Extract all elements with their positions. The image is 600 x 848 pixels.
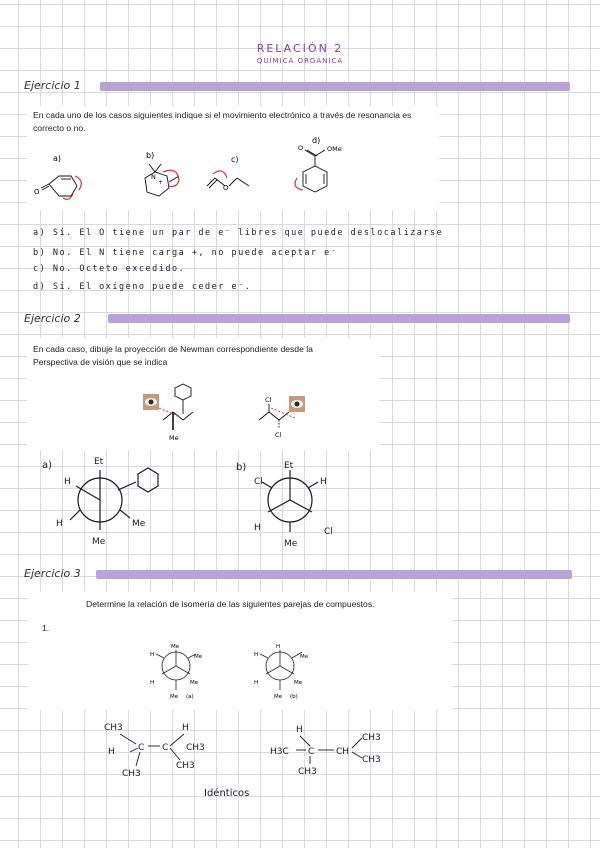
newman-b-front-left: Cl — [254, 477, 263, 487]
eye-icon-right — [289, 396, 305, 412]
structure-a — [41, 176, 81, 199]
exercise-2-prompt-2: Perspectiva de visión que se indica — [33, 357, 168, 367]
exercise-2-card — [27, 338, 379, 450]
newman-a-back-right: Me — [132, 519, 146, 529]
n3a-tag: (a) — [186, 694, 194, 700]
answer-1a: a) Sí. El O tiene un par de e⁻ libres que puede deslocalizarse — [33, 228, 444, 238]
atom-o-a: O — [34, 188, 40, 196]
exercise-2-bar — [108, 314, 570, 323]
newman-b — [262, 470, 318, 532]
ls-ch3-bottom2: CH3 — [122, 769, 141, 779]
exercise-3-answer: Idénticos — [204, 788, 250, 799]
struct-label-c: c) — [231, 155, 239, 164]
newman-a-front-bottom: Me — [92, 537, 106, 547]
exercise-3-bar — [96, 570, 572, 579]
ls-ch3-right: CH3 — [186, 743, 205, 753]
page-title: RELACIÓN 2 — [256, 42, 344, 55]
n3b-ur: Me — [300, 654, 309, 660]
newman-a-back-left: H — [56, 519, 63, 529]
n3a-ur: Me — [194, 654, 203, 660]
structure-2a — [159, 384, 193, 430]
ls-h-top: H — [182, 723, 189, 733]
n3a-top: Me — [171, 644, 180, 650]
structure-d — [295, 150, 327, 192]
newman-a-label: a) — [42, 460, 53, 471]
label-me: Me — [169, 434, 179, 442]
exercise-3-number: 1. — [42, 623, 50, 633]
exercise-3-label: Ejercicio 3 — [24, 567, 81, 580]
left-structure — [104, 723, 205, 779]
exercise-2-prompt-1: En cada caso, dibuje la proyección de Newman correspondiente desde la — [33, 344, 313, 354]
struct-label-b: b) — [146, 151, 155, 160]
rs-ch3-top: CH3 — [362, 733, 381, 743]
atom-o-c: O — [223, 184, 229, 192]
exercise-3-newman — [28, 592, 452, 710]
label-cl-top: Cl — [265, 396, 272, 404]
newman-answers — [30, 450, 350, 552]
rs-h-top: H — [296, 725, 303, 735]
ls-c1: C — [138, 743, 145, 753]
newman-b-right: Cl — [324, 527, 333, 537]
n3a-ll: H — [150, 680, 155, 686]
exercise-3-handwritten — [100, 718, 400, 802]
n3b-bottom: Me — [274, 694, 283, 700]
answer-1c: c) No. Octeto excedido. — [33, 264, 186, 274]
ls-c2: C — [162, 743, 169, 753]
ls-ch3-top: CH3 — [104, 723, 123, 733]
n3a-lr: Me — [190, 680, 199, 686]
page-subtitle: QUÍMICA ORGÁNICA — [256, 57, 344, 65]
exercise-1-label: Ejercicio 1 — [24, 79, 81, 92]
exercise-2-structures — [27, 338, 379, 450]
ls-ch3-bottom: CH3 — [176, 761, 195, 771]
rs-ch3-right: CH3 — [362, 755, 381, 765]
exercise-2-label: Ejercicio 2 — [24, 312, 81, 325]
newman-b-back-right: H — [320, 477, 327, 487]
struct-label-d: d) — [312, 136, 321, 145]
n3b-top: H — [276, 644, 281, 650]
newman-a-front-top: Et — [94, 457, 104, 467]
atom-n-b: N — [151, 173, 156, 181]
right-structure — [270, 725, 381, 777]
exercise-3-prompt: Determine la relación de isomería de las siguientes parejas de compuestos. — [86, 599, 375, 609]
answer-1d: d) Sí. El oxígeno puede ceder e⁻. — [33, 282, 252, 292]
rs-c: C — [308, 747, 315, 757]
newman-b-back-left: H — [254, 523, 261, 533]
n3b-ul: H — [254, 652, 259, 658]
answer-1b: b) No. El N tiene carga +, no puede aceptar e⁻ — [33, 248, 338, 258]
newman-b-bottom: Me — [284, 539, 298, 549]
rs-ch3-bottom: CH3 — [298, 767, 317, 777]
atom-o-d: O — [298, 144, 304, 152]
label-cl-bottom: Cl — [275, 431, 282, 439]
exercise-1-structures — [27, 106, 439, 210]
ls-h-left: H — [108, 747, 115, 757]
atom-plus-b: + — [158, 179, 164, 186]
n3a-bottom: Me — [170, 694, 179, 700]
exercise-3-card — [28, 592, 452, 710]
rs-ch: CH — [336, 747, 350, 757]
newman-b-label: b) — [236, 462, 247, 473]
atom-ome-d: OMe — [327, 145, 342, 153]
newman-b-front-top: Et — [284, 461, 294, 471]
exercise-1-card — [27, 106, 439, 210]
eye-icon-left — [143, 394, 159, 410]
exercise-1-bar — [100, 82, 570, 91]
rs-h3c: H3C — [270, 747, 289, 757]
newman-a-front-left: H — [64, 477, 71, 487]
n3b-lr: Me — [294, 680, 303, 686]
n3b-tag: (b) — [290, 694, 298, 700]
n3a-ul: H — [150, 652, 155, 658]
n3b-ll: H — [254, 680, 259, 686]
exercise-1-prompt: En cada uno de los casos siguientes indique si el movimiento electrónico a través de resonancia es correcto o no. — [33, 110, 412, 133]
struct-label-a: a) — [53, 154, 62, 163]
